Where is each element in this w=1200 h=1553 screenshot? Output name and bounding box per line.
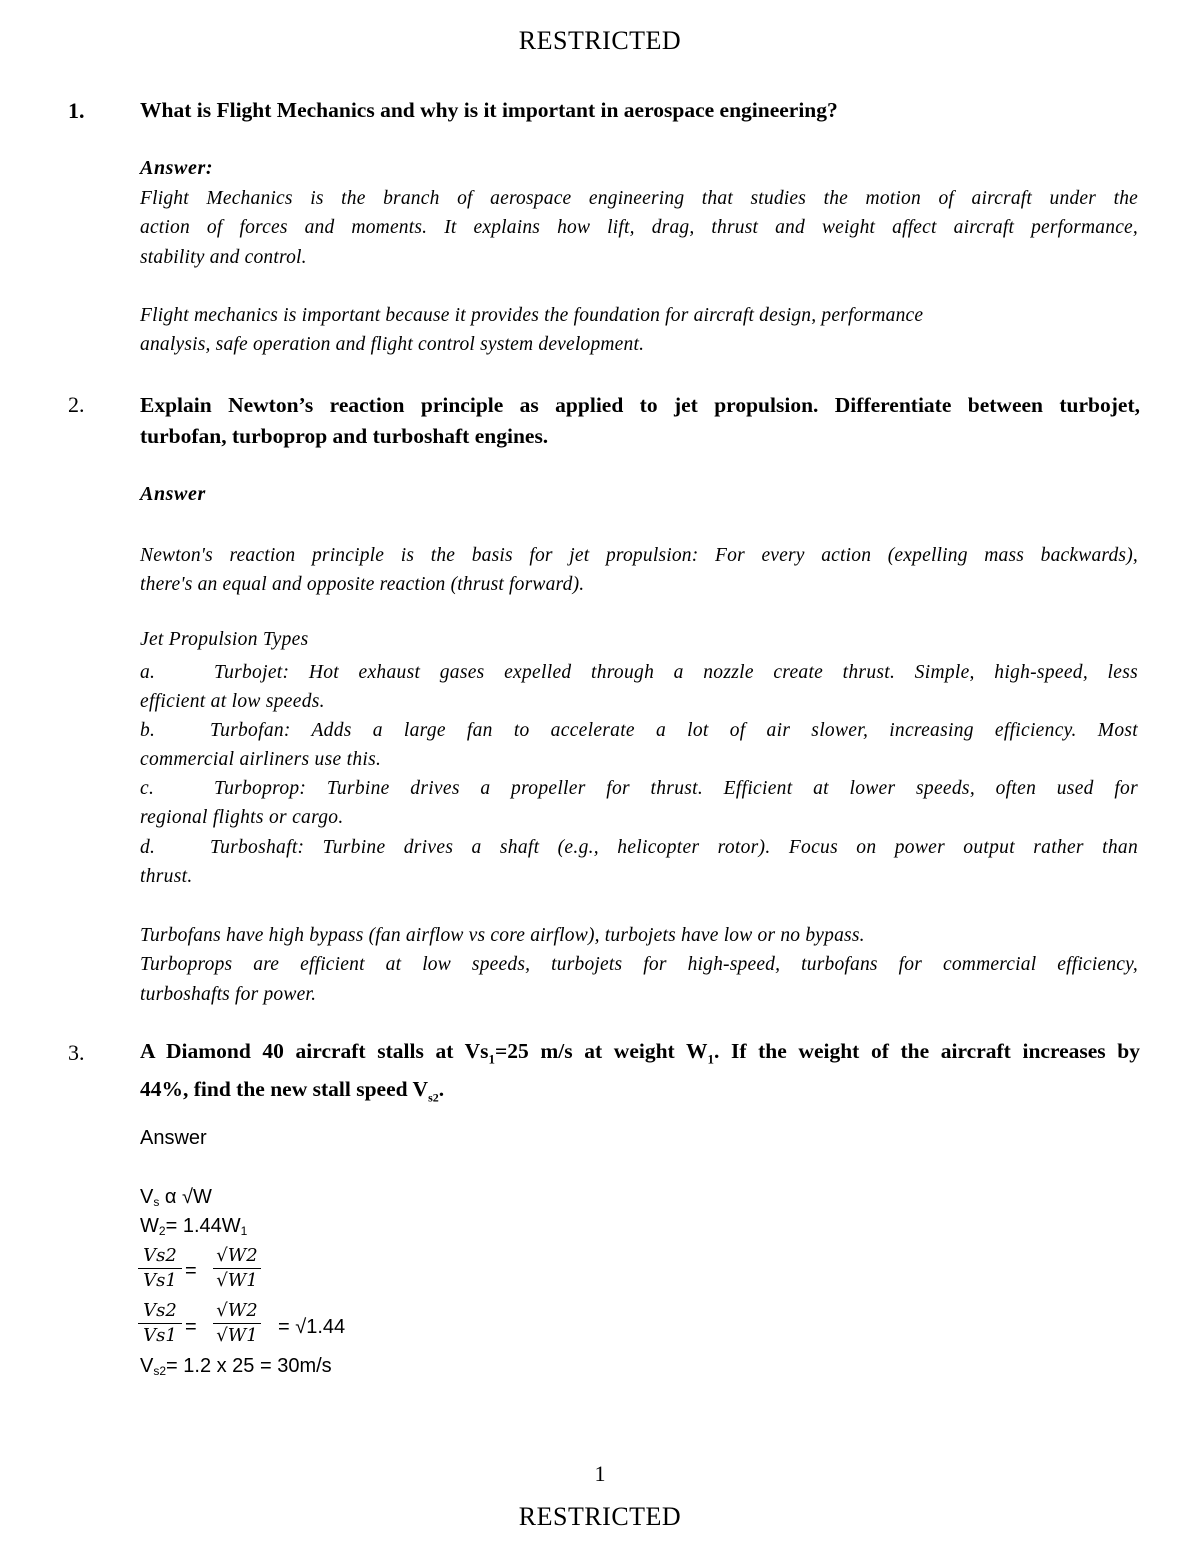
- question-3-fragment: 44%, find the new stall speed V: [140, 1077, 429, 1102]
- fraction-numerator: Vs2: [138, 1299, 182, 1324]
- question-3-line-1: [140, 1036, 1140, 1074]
- jet-type-item-c: [140, 774, 1138, 833]
- jet-type-continuation: commercial airliners use this.: [140, 749, 382, 771]
- question-3-fragment: . If the weight of the aircraft increases by: [713, 1039, 1141, 1063]
- math-text: = 1.44W: [165, 1215, 241, 1237]
- answer-line: Newton's reaction principle is the basis for jet propulsion: For every action (expelling mass backwards),: [140, 545, 1138, 566]
- fraction-denominator: √W1: [216, 1270, 258, 1291]
- answer-line: Turbofans have high bypass (fan airflow vs core airflow), turbojets have low or no bypass.: [140, 925, 865, 946]
- question-3-line-2: [140, 1074, 1140, 1113]
- question-2-summary: [140, 921, 1138, 1009]
- proportionality-line: [140, 1186, 212, 1209]
- list-marker: a.: [140, 662, 156, 683]
- jet-type-continuation: efficient at low speeds.: [140, 691, 325, 713]
- final-stall-speed-line: [140, 1355, 332, 1378]
- answer-line: Flight Mechanics is the branch of aerospace engineering that studies the motion of aircraft under the: [140, 188, 1138, 209]
- list-marker: c.: [140, 778, 155, 799]
- jet-type-text: Turbofan: Adds a large fan to accelerate a lot of air slower, increasing efficiency. Most: [210, 720, 1138, 741]
- question-1-answer-label: Answer:: [140, 157, 214, 179]
- answer-line: stability and control.: [140, 246, 307, 268]
- subscript: 2: [158, 1224, 166, 1238]
- question-1-answer-para-1: [140, 184, 1138, 272]
- math-text: V: [140, 1186, 154, 1208]
- jet-type-text: Turboprop: Turbine drives a propeller for thrust. Efficient at lower speeds, often used for: [214, 778, 1138, 799]
- question-3-fragment: =25 m/s at weight W: [495, 1039, 708, 1063]
- fraction-numerator: √W2: [213, 1299, 261, 1324]
- question-2-intro: [140, 541, 1138, 600]
- page-number: 1: [594, 1461, 606, 1486]
- fraction-sqrt-w2-over-sqrt-w1: [213, 1299, 261, 1348]
- answer-line: action of forces and moments. It explains how lift, drag, thrust and weight affect aircraft performance,: [140, 217, 1138, 239]
- list-marker: d.: [140, 837, 156, 858]
- equals-sign: =: [185, 1316, 197, 1338]
- question-2-text: [140, 390, 1140, 452]
- answer-line: turboshafts for power.: [140, 983, 317, 1005]
- question-1-number: 1.: [68, 98, 85, 123]
- subscript: s2: [428, 1090, 439, 1105]
- question-2-number: 2.: [68, 392, 85, 417]
- jet-type-item-d: [140, 833, 1138, 892]
- fraction-denominator: Vs1: [143, 1270, 177, 1291]
- fraction-denominator: Vs1: [143, 1325, 177, 1346]
- weight-ratio-line: [140, 1215, 247, 1238]
- question-3-number: 3.: [68, 1040, 85, 1065]
- fraction-numerator: Vs2: [138, 1244, 182, 1269]
- jet-propulsion-types-heading: Jet Propulsion Types: [140, 629, 309, 650]
- jet-type-continuation: thrust.: [140, 866, 193, 888]
- fraction-vs2-over-vs1: [138, 1244, 182, 1293]
- question-1-answer-para-2: [140, 301, 1138, 360]
- answer-line: Flight mechanics is important because it provides the foundation for aircraft design, performance: [140, 305, 924, 326]
- math-text: V: [140, 1355, 154, 1377]
- answer-line: there's an equal and opposite reaction (thrust forward).: [140, 574, 585, 596]
- jet-type-text: Turboshaft: Turbine drives a shaft (e.g., helicopter rotor). Focus on power output rather than: [210, 837, 1138, 858]
- fraction-sqrt-w2-over-sqrt-w1: [213, 1244, 261, 1293]
- subscript: 1: [707, 1051, 714, 1067]
- subscript: 1: [240, 1224, 248, 1238]
- math-text: W: [140, 1215, 159, 1237]
- question-3-answer-label: Answer: [140, 1127, 207, 1149]
- question-3-fragment: A Diamond 40 aircraft stalls at Vs: [140, 1039, 489, 1063]
- jet-type-item-a: [140, 658, 1138, 717]
- header-classification: RESTRICTED: [518, 26, 682, 55]
- question-2-answer-label: Answer: [140, 483, 206, 505]
- fraction-vs2-over-vs1: [138, 1299, 182, 1348]
- equals-sign: =: [185, 1260, 197, 1282]
- jet-type-item-b: [140, 716, 1138, 775]
- fraction-denominator: √W1: [216, 1325, 258, 1346]
- jet-type-continuation: regional flights or cargo.: [140, 807, 344, 829]
- question-2-line-2: turbofan, turboprop and turboshaft engines.: [140, 424, 549, 448]
- jet-type-text: Turbojet: Hot exhaust gases expelled through a nozzle create thrust. Simple, high-speed, less: [214, 662, 1138, 683]
- subscript: 1: [488, 1051, 495, 1067]
- answer-line: analysis, safe operation and flight control system development.: [140, 334, 645, 356]
- sqrt-ratio-value: = √1.44: [278, 1316, 346, 1338]
- question-3-text: [140, 1036, 1140, 1114]
- subscript: s2: [153, 1364, 167, 1378]
- question-2-line-1: Explain Newton’s reaction principle as applied to jet propulsion. Differentiate between turbojet,: [140, 393, 1140, 417]
- math-text: α √W: [159, 1186, 212, 1208]
- answer-line: Turboprops are efficient at low speeds, turbojets for high-speed, turbofans for commercial efficiency,: [140, 954, 1138, 976]
- subscript: s: [153, 1195, 160, 1209]
- question-3-fragment: .: [438, 1077, 445, 1102]
- question-1-text: What is Flight Mechanics and why is it important in aerospace engineering?: [140, 98, 838, 122]
- fraction-numerator: √W2: [213, 1244, 261, 1269]
- list-marker: b.: [140, 720, 156, 741]
- math-text: = 1.2 x 25 = 30m/s: [166, 1355, 332, 1377]
- footer-classification: RESTRICTED: [518, 1502, 682, 1531]
